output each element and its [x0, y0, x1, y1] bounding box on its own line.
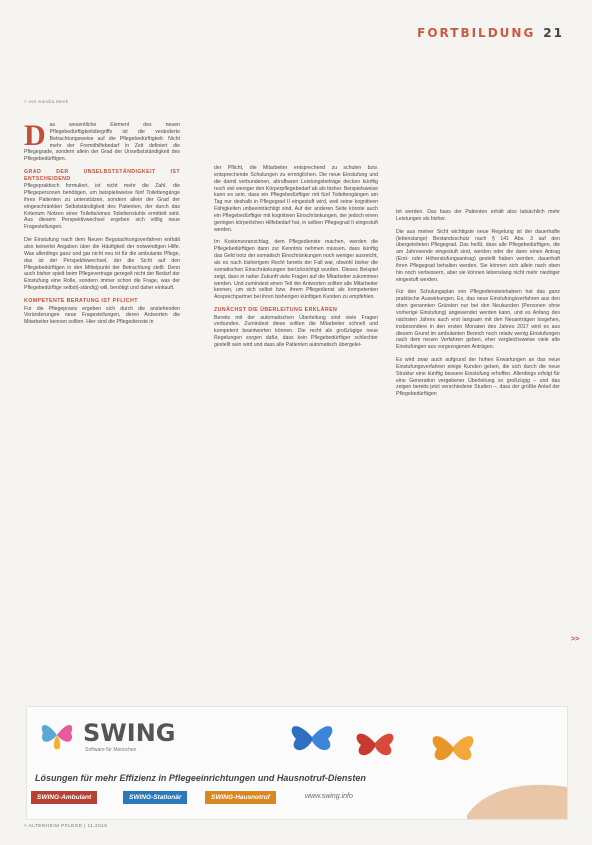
column-1 — [24, 119, 180, 332]
column-2 — [214, 165, 378, 355]
butterfly-red-icon — [357, 734, 394, 756]
intro-paragraph — [24, 119, 180, 163]
ambulant-button[interactable]: SWING-Ambulant — [31, 791, 97, 804]
paragraph: Für die Pflegepraxis ergeben sich durch die anstehenden Veränderungen neue Fragestellungen, deren Antworten die Mitarbeiter kennen sollten. Hier sind die Pflegedienste in — [24, 305, 180, 326]
intro-rest: veränderte Betrachtungsweise auf die Pflegebedürftigkeit. Nicht mehr der Fremdhilfebedarf in Zeit definiert die Pflegegrade, sondern allein der Grad der Unselbstständigkeit des Pflegebedürftigen. — [24, 128, 180, 163]
swing-advertisement[interactable] — [26, 706, 568, 820]
subheading-ueberleitung: ZUNÄCHST DIE ÜBERLEITUNG ERKLÄREN — [214, 307, 338, 314]
continue-arrow: >> — [571, 636, 580, 643]
author-line: > von Sandra Menk — [24, 99, 69, 104]
column-3 — [396, 209, 560, 404]
subheading-beratung: KOMPETENTE BERATUNG IST PFLICHT — [24, 297, 138, 304]
subheading-grad: GRAD DER UNSELBSTSTÄNDIGKEIT IST ENTSCHEIDEND — [24, 169, 180, 182]
paragraph: Für den Schulungsplan von Pflegediensteinhabern hat das ganz praktische Auswirkungen. Es, das neue Einstufungsverfahren aus den oben genannten Gründen nur bei den Neukunden (Personen ohne vorherige Einstufung) angewendet werden kann, und es Anfang des nächsten Jahres auch erst langsam mit den Neuanträgen losgehen, insbesondere in den ersten Monaten des Jahres 2017 wird es aus diesem Grund im ambulanten Bereich noch relativ wenig Einstufungen nach dem neuen Verfahren geben, eher vergleichsweise viele alte Einstufungen aus vorgezogenen Anträgen. — [396, 289, 560, 351]
paragraph: der Pflicht, die Mitarbeiter entsprechend zu schulen bzw. entsprechende Schulungen zu ermöglichen. Die neue Einstufung und die damit verbundenen, abrufbaren Leistungsbeträge decken künftig noch viel weniger den Körperpflegebedarf ab als bisher. Beispielsweise kann es sein, dass ein Pflegebedürftiger mit fünf Toilettengängen am Tag nur deshalb in Pflegegrad II eingestuft wird, weil seine kognitiven Fähigkeiten unbeeinträchtigt sind. Auf der anderen Seite könnte auch ein Pflegebedürftiger mit kognitiven Einschränkungen, der jedoch einen geringen körperlichen Hilfebedarf hat, in selben Pflegegrad II eingestuft werden. — [214, 165, 378, 233]
ad-url-link[interactable]: www.swing.info — [305, 793, 353, 800]
paragraph: Die Einstufung nach dem Neuen Begutachtungsverfahren enthält also keinerlei Angaben über die Häufigkeit der notwendigen Hilfe. Was allerdings ganz und gar nicht neu ist für die ambulante Pflege, das ist der Perspektivwechsel, der die Sicht auf den Pflegebedürftigen in den Mittelpunkt der Betrachtung stellt. Denn auch bisher spielt beim Pflegevertrage geregelt nicht der Bedarf der Einstufung eine Rolle, sondern immer schon die Frage, was der Pflegebedürftige selbst(-ständig) will, benötigt und daher einkauft. — [24, 237, 180, 292]
brand-name: SWING — [83, 719, 176, 747]
stationaer-button[interactable]: SWING-Stationär — [123, 791, 187, 804]
hand-graphic — [467, 785, 567, 819]
intro-first: as wesentliche Element des neuen Pflegebedürftigkeitsbegriffs ist die — [49, 122, 180, 135]
dropcap: D — [24, 119, 46, 152]
butterflies-graphic — [27, 707, 567, 819]
paragraph: Bereits mit der automatischen Überleitung sind viele Fragen verbunden. Zumindest diese sollten die Mitarbeiter schnell und kompetent beantworten können. Die recht als großzügige neue Regelungen sorgen dafür, dass kein Pflegebedürftiger schlechter gestellt sein wird und dass alle Patienten automatisch übergelei- — [214, 314, 378, 348]
butterfly-blue-icon — [292, 726, 333, 750]
paragraph: Pflegepraktisch formuliert, ist nicht mehr die Zahl, die Pflegepersonen benötigen, um beispielsweise fünf Toilettengänge ihres Patienten zu unterstützen, sondern allein der Grad der eingeschränkten Selbstständigkeit des Patienten, der durch das Kriterium Notzen einer Toilette/eines Toilettenstuhls ermittelt wird. Aus diesem Perspektivwechsel ergeben sich völlig neue Fragestellungen. — [24, 183, 180, 231]
section-title: FORTBILDUNG — [417, 26, 536, 40]
page-header — [417, 26, 564, 40]
page-footer: > ALTENHEIM PFLEGE | 11.2016 — [24, 824, 108, 829]
paragraph: Es wird zwar auch aufgrund der hohen Erwartungen an das neue Einstufungsverfahren einige Kunden geben, die sich durch die neue Struktur eine künftig bessere Einstufung erhoffen. Allerdings erfolgt für eine Generation vergebener Überleitung so großzügig – und das zeigen bereits jetzt verschiedene Studien –, dass der größte Anteil der Pflegebedürftigen — [396, 357, 560, 398]
ad-title: Lösungen für mehr Effizienz in Pflegeeinrichtungen und Hausnotruf-Diensten — [35, 773, 366, 783]
brand-tagline: Software für Menschen — [85, 747, 137, 753]
hausnotruf-button[interactable]: SWING-Hausnotruf — [205, 791, 276, 804]
paragraph: tet werden. Das bass der Patienten erhält also tatsächlich mehr Leistungen als bisher. — [396, 209, 560, 222]
paragraph: Im Kostenvoranschlag, dem Pflegedienste machen, werden die Pflegebedürftigen dann zur Kenntnis nehmen müssen, dass künftig das Geld trotz der somatisch Einschränkungen noch weniger ausreicht, als es nach bisherigem Recht bereits der Fall war, obwohl bisher die somatischen Einschränkungen berücksichtigt wurden. Dieses Beispiel zeigt, dass in naher Zukunft viele Fragen auf die Mitarbeiter zukommen werden. Und zumindest einen Teil der Antworten sollten alle Mitarbeiter kennen, um sich selbst bzw. ihrem Pflegedienst als kompetenten Ansprechpartner bei ihren bisherigen künftigen Kunden zu empfehlen. — [214, 239, 378, 301]
butterfly-orange-icon — [433, 736, 474, 760]
page-number: 21 — [543, 26, 564, 40]
paragraph: Die aus meiner Sicht wichtigste neue Regelung ist der dauerhafte (lebenslange) Bestandsschutz nach § 141 Abs. 3 auf den übergeleiteten Pflegegrad. Das heißt, dass alle Pflegebedürftigen, die am Jahresende eingestuft sind, werden oder die dann einen Antrag (Erst- oder Höherstufungsantrag) gestellt haben werden, dauerhaft ihren Pflegegrad behalten werden. Sie können sich allein nach oben hin noch verbessern, aber sie können lebenslang nicht mehr niedriger eingestuft werden. — [396, 228, 560, 283]
